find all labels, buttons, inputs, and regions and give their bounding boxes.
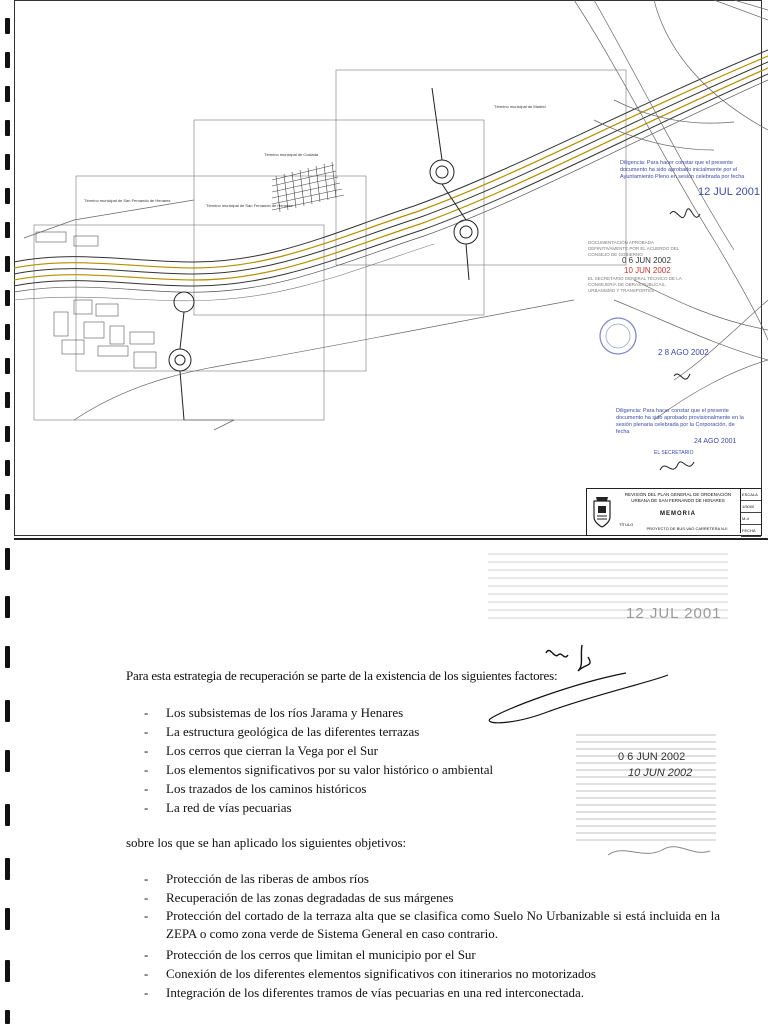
list-item: - Los elementos significativos por su valor histórico o ambiental [140,760,493,779]
title-block-fecha: FECHA [741,525,761,537]
list-item: - Los trazados de los caminos históricos [140,779,493,798]
title-block-plan-name: REVISIÓN DEL PLAN GENERAL DE ORDENACIÓN URBANA DE SAN FERNANDO DE HENARES [624,492,732,503]
list-item: - La estructura geológica de las diferentes terrazas [140,722,493,741]
list-item: - Recuperación de las zonas degradadas de sus márgenes [140,888,720,907]
stamp-secretario-label: EL SECRETARIO [654,450,694,456]
title-block-escala: ESCALA [741,489,761,501]
list-item: - La red de vías pecuarias [140,798,493,817]
binder-holes [0,0,14,1024]
objectives-intro: sobre los que se han aplicado los siguientes objetivos: [126,835,407,850]
list-item: - Los subsistemas de los ríos Jarama y Henares [140,703,493,722]
stamp-date-bottom: 24 AGO 2001 [694,438,737,445]
stamp-date-mid-handwritten: 10 JUN 2002 [624,266,671,275]
faded-stamp-date: 12 JUL 2001 [626,605,722,622]
title-block-memoria: MEMORIA [660,511,696,517]
area-label: Término municipal de San Fernando de Henares [206,203,293,208]
list-item: - Protección de los cerros que limitan el municipio por el Sur [140,945,720,964]
intro-paragraph: Para esta estrategia de recuperación se parte de la existencia de los siguientes factores: [126,668,558,683]
list-item: - Conexión de los diferentes elementos significativos con itinerarios no motorizados [140,964,720,983]
memoria-text-page [14,541,768,1024]
title-block [586,488,762,536]
secretario-stamp: EL SECRETARIO GENERAL TÉCNICO DE LA CONSEJERÍA DE OBRAS PÚBLICAS, URBANISMO Y TRANSPORTES [588,276,682,293]
approval-stamp-date: 0 6 JUN 2002 [618,751,686,763]
objectives-list [140,869,720,1002]
title-block-sheet: M-4 [741,513,761,525]
area-label: Término municipal de Coslada [264,152,319,157]
diligencia-stamp-bottom: Diligencia: Para hacer constar que el presente documento ha sido aprobado provisionalmente en la sesión plenaria celebrada por la Corporación, de fecha [616,408,744,435]
title-block-plan-title: PROYECTO DE BUS-VAO CARRETERA N-II [646,526,728,531]
approval-stamp-block [576,731,716,841]
municipal-crest-icon [590,493,614,531]
factors-list [140,703,493,817]
list-item: - Integración de los diferentes tramos de vías pecuarias en una red interconectada. [140,983,720,1002]
approval-stamp: DOCUMENTACIÓN APROBADA DEFINITIVAMENTE POR EL ACUERDO DEL CONSEJO DE GOBIERNO [588,240,680,257]
title-block-titulo-label: TÍTULO [619,522,634,527]
diligencia-stamp-top: Diligencia: Para hacer constar que el presente documento ha sido aprobado inicialmente por el Ayuntamiento Pleno en sesión celebrada por fecha [620,160,745,180]
title-block-side [740,489,761,533]
area-label: Término municipal de Madrid [494,104,546,109]
stamp-date-top: 12 JUL 2001 [698,186,760,198]
stamp-signature-graphic [604,837,714,867]
stamp-date-round: 2 8 AGO 2002 [658,348,709,357]
list-item: - Protección de las riberas de ambos ríos [140,869,720,888]
area-label: Término municipal de San Fernando de Henares [84,198,171,203]
stamp-date-mid: 0 6 JUN 2002 [622,256,671,265]
title-block-scale-value: 1/5000 [741,501,761,513]
list-item: - Los cerros que cierran la Vega por el Sur [140,741,493,760]
road-plan-sheet [14,0,768,540]
list-item: - Protección del cortado de la terraza alta que se clasifica como Suelo No Urbanizable si está incluida en la ZEPA o como zona verde de Sistema General en caso contrario. [140,907,720,945]
approval-stamp-handwritten-date: 10 JUN 2002 [628,767,693,779]
